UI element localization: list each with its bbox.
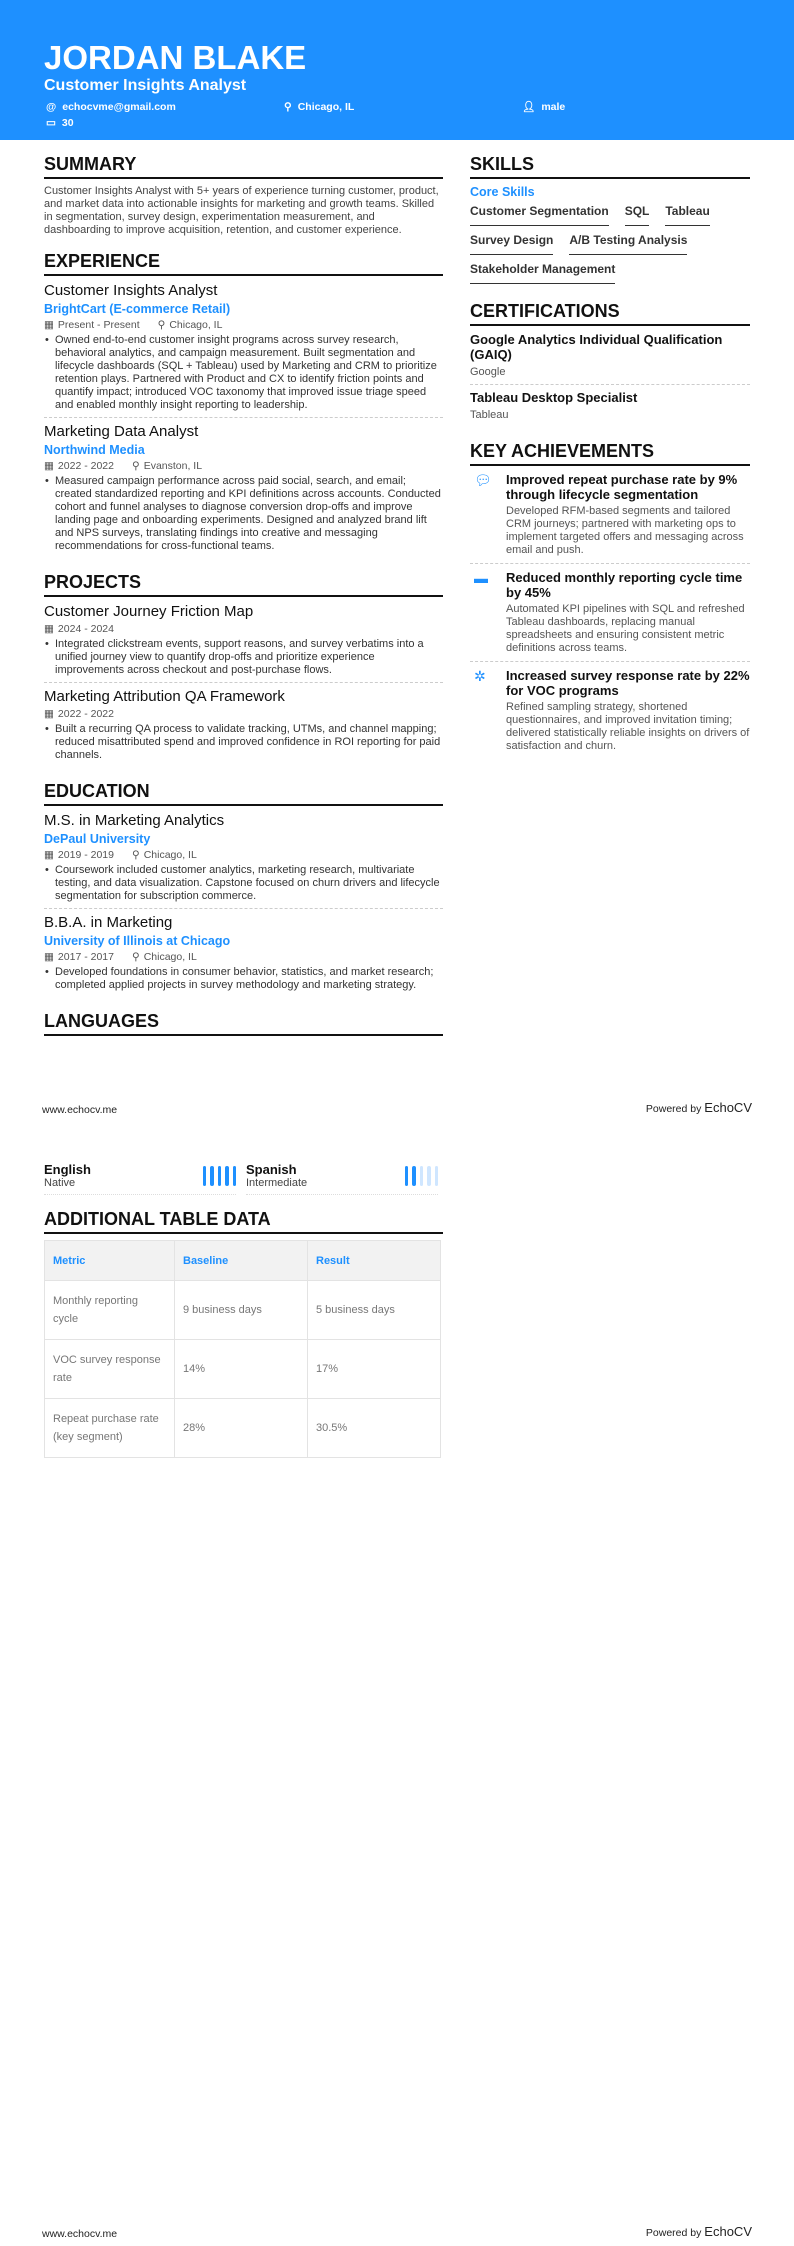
achievement-title: Improved repeat purchase rate by 9% through lifecycle segmentation	[506, 472, 738, 502]
footer-site[interactable]: www.echocv.me	[42, 1104, 118, 1116]
table-row	[45, 1340, 441, 1399]
entry-title: M.S. in Marketing Analytics	[44, 812, 225, 829]
table-row	[45, 1399, 441, 1458]
contact-location: ⚲ Chicago, IL	[284, 101, 355, 113]
calendar-icon: ▦	[44, 460, 54, 472]
education-entry	[44, 914, 443, 997]
projects-entry	[44, 603, 443, 683]
table-row	[45, 1281, 441, 1340]
entry-title: Customer Journey Friction Map	[44, 603, 254, 620]
achievement-desc: Refined sampling strategy, shortened questionnaires, and improved invitation timing; delivered statistically reliable insights on drivers of satisfaction and churn.	[506, 701, 750, 752]
language-level: Intermediate	[246, 1177, 308, 1189]
calendar-icon: ▦	[44, 319, 54, 331]
rating-bar	[210, 1166, 214, 1186]
languages-heading: LANGUAGES	[44, 1011, 443, 1036]
brand-logo: EchoCV	[704, 2224, 752, 2239]
location-text: Evanston, IL	[143, 460, 203, 472]
location-pin-icon: ⚲	[131, 460, 140, 472]
table-cell: 5 business days	[308, 1281, 441, 1340]
sparkle-icon: ✲	[474, 668, 486, 684]
item-meta	[44, 460, 443, 473]
table-cell: 30.5%	[308, 1399, 441, 1458]
language-rating	[203, 1166, 237, 1186]
rating-bar	[435, 1166, 439, 1186]
page-two	[44, 1162, 443, 1458]
rating-bar	[412, 1166, 416, 1186]
location-pin-icon: ⚲	[157, 319, 166, 331]
skill-tag: Tableau	[665, 204, 709, 226]
entry-title: Marketing Attribution QA Framework	[44, 688, 285, 705]
item-meta	[44, 951, 443, 964]
table-cell: 14%	[175, 1340, 308, 1399]
date-range	[44, 623, 114, 636]
language-entry	[246, 1162, 438, 1195]
skills-group-label: Core Skills	[470, 185, 535, 199]
achievement-entry	[470, 668, 750, 759]
achievement-desc: Automated KPI pipelines with SQL and refreshed Tableau dashboards, replacing manual spreadsheets and ensuring consistent metric definitions across teams.	[506, 603, 745, 654]
date-range	[44, 319, 140, 332]
footer-powered-2: Powered by EchoCV	[645, 2224, 752, 2239]
date-text: 2017 - 2017	[57, 951, 114, 963]
footer-powered: Powered by EchoCV	[645, 1100, 752, 1115]
experience-heading: EXPERIENCE	[44, 251, 443, 276]
cert-title: Tableau Desktop Specialist	[470, 390, 638, 405]
location-pin-icon: ⚲	[131, 849, 140, 861]
rating-bar	[233, 1166, 237, 1186]
date-text: 2019 - 2019	[57, 849, 114, 861]
certification-entry	[470, 332, 750, 385]
item-location	[158, 319, 223, 332]
achievements-heading: KEY ACHIEVEMENTS	[470, 441, 750, 466]
entry-title: Marketing Data Analyst	[44, 423, 199, 440]
calendar-icon: ▦	[44, 951, 54, 963]
summary-text: Customer Insights Analyst with 5+ years of experience turning customer, product, and market data into actionable insights for marketing and growth teams. Skilled in segmentation, survey design, experimentation measurement, and dashboarding to improve acquisition, retention, and customer experience.	[44, 185, 439, 236]
cert-issuer: Tableau	[470, 409, 509, 421]
language-name: English	[44, 1162, 91, 1177]
right-column	[470, 154, 750, 765]
at-icon: @	[46, 101, 57, 113]
calendar-icon: ▦	[44, 623, 54, 635]
certifications-heading: CERTIFICATIONS	[470, 301, 750, 326]
candidate-role: Customer Insights Analyst	[44, 77, 247, 94]
entry-title: B.B.A. in Marketing	[44, 914, 173, 931]
date-text: 2022 - 2022	[57, 460, 114, 472]
cert-title: Google Analytics Individual Qualification (GAIQ)	[470, 332, 723, 362]
entry-bullet: • Built a recurring QA process to validate tracking, UTMs, and channel mapping; reduced misattributed spend and improved confidence in ROI reporting for paid channels.	[44, 723, 443, 762]
skill-tag: Survey Design	[470, 233, 553, 255]
table-header-cell: Baseline	[175, 1241, 308, 1281]
rating-bar	[420, 1166, 424, 1186]
person-icon: 👤︎	[522, 101, 536, 113]
entry-title: Customer Insights Analyst	[44, 282, 218, 299]
table-cell: 9 business days	[175, 1281, 308, 1340]
entry-organization[interactable]: DePaul University	[44, 832, 151, 846]
calendar-icon: ▭	[46, 117, 56, 129]
rating-bar	[203, 1166, 207, 1186]
rating-bar	[427, 1166, 431, 1186]
candidate-name: JORDAN BLAKE	[44, 39, 307, 76]
item-meta	[44, 708, 443, 721]
table-cell: 17%	[308, 1340, 441, 1399]
entry-organization[interactable]: Northwind Media	[44, 443, 145, 457]
date-text: Present - Present	[57, 319, 140, 331]
experience-entry	[44, 282, 443, 418]
achievement-desc: Developed RFM-based segments and tailored CRM journeys; partnered with marketing ops to implement targeted offers and messaging across email and push.	[506, 505, 744, 556]
location-pin-icon: ⚲	[131, 951, 140, 963]
item-location	[132, 460, 202, 473]
table-heading: ADDITIONAL TABLE DATA	[44, 1209, 443, 1234]
skill-tag: SQL	[625, 204, 650, 226]
location-text: Chicago, IL	[143, 951, 197, 963]
calendar-icon: ▦	[44, 849, 54, 861]
contact-email[interactable]: @ echocvme@gmail.com	[46, 101, 176, 113]
achievement-entry	[470, 570, 750, 662]
language-text	[44, 1162, 91, 1190]
entry-bullet: • Measured campaign performance across paid social, search, and email; created standardized reporting and KPI definitions across accounts. Conducted cohort and funnel analyses to diagnose conversion drop-offs and improve landing page and onboarding experiments. Designed and analyzed brand lift and NPS surveys, translating findings into creative and messaging recommendations for cross-functional teams.	[44, 475, 443, 553]
date-range	[44, 460, 114, 473]
rating-bar	[405, 1166, 409, 1186]
entry-bullet: • Coursework included customer analytics, marketing research, multivariate testing, and data visualization. Capstone focused on churn drivers and lifecycle segmentation for subscription commerce.	[44, 864, 443, 903]
credit-card-icon: ▬	[474, 570, 488, 586]
achievement-body	[506, 570, 750, 655]
education-heading: EDUCATION	[44, 781, 443, 806]
table-cell: VOC survey response rate	[45, 1340, 175, 1399]
skills-list	[470, 204, 750, 287]
achievement-title: Increased survey response rate by 22% for VOC programs	[506, 668, 750, 698]
certification-entry	[470, 390, 750, 427]
date-range	[44, 708, 114, 721]
table-header-cell: Result	[308, 1241, 441, 1281]
left-column	[44, 154, 443, 1042]
table-cell: Monthly reporting cycle	[45, 1281, 175, 1340]
calendar-icon: ▦	[44, 708, 54, 720]
item-location	[132, 951, 197, 964]
skill-tag: Customer Segmentation	[470, 204, 609, 226]
brand-logo: EchoCV	[704, 1100, 752, 1115]
item-meta	[44, 849, 443, 862]
achievement-title: Reduced monthly reporting cycle time by 45%	[506, 570, 743, 600]
summary-heading: SUMMARY	[44, 154, 443, 179]
entry-organization[interactable]: BrightCart (E-commerce Retail)	[44, 302, 231, 316]
entry-bullet: • Integrated clickstream events, support reasons, and survey verbatims into a unified journey view to quantify drop-offs and prioritize experience improvements across checkout and post-purchase flows.	[44, 638, 443, 677]
item-location	[132, 849, 197, 862]
language-text	[246, 1162, 307, 1190]
rating-bar	[225, 1166, 229, 1186]
table-cell: Repeat purchase rate (key segment)	[45, 1399, 175, 1458]
date-range	[44, 849, 114, 862]
chat-bubbles-icon: 💬︎	[474, 472, 492, 488]
date-text: 2024 - 2024	[57, 623, 114, 635]
rating-bar	[218, 1166, 222, 1186]
table-header-cell: Metric	[45, 1241, 175, 1281]
entry-organization[interactable]: University of Illinois at Chicago	[44, 934, 231, 948]
language-rating	[405, 1166, 439, 1186]
contact-gender: 👤︎ male	[522, 101, 566, 113]
experience-entry	[44, 423, 443, 558]
achievement-body	[506, 668, 750, 753]
item-meta	[44, 319, 443, 332]
achievement-entry	[470, 472, 750, 564]
skill-tag: A/B Testing Analysis	[569, 233, 687, 255]
entry-bullet: • Developed foundations in consumer behavior, statistics, and market research; completed applied projects in survey methodology and marketing strategy.	[44, 966, 443, 992]
skill-tag: Stakeholder Management	[470, 262, 615, 284]
achievement-body	[506, 472, 750, 557]
footer-site-2[interactable]: www.echocv.me	[42, 2228, 118, 2240]
additional-data-table	[44, 1240, 441, 1458]
entry-bullet: • Owned end-to-end customer insight programs across survey research, behavioral analytics, and campaign measurement. Built segmentation and lifecycle dashboards (SQL + Tableau) used by Marketing and CRM to prioritize retention plays. Partnered with Product and CX to identify friction points and quantify impact; introduced VOC taxonomy that improved issue triage speed and enabled monthly insight reporting to leadership.	[44, 334, 443, 412]
date-range	[44, 951, 114, 964]
table-cell: 28%	[175, 1399, 308, 1458]
projects-heading: PROJECTS	[44, 572, 443, 597]
skills-heading: SKILLS	[470, 154, 750, 179]
item-meta	[44, 623, 443, 636]
language-name: Spanish	[246, 1162, 297, 1177]
cert-issuer: Google	[470, 366, 506, 378]
date-text: 2022 - 2022	[57, 708, 114, 720]
location-text: Chicago, IL	[143, 849, 197, 861]
location-pin-icon: ⚲	[284, 101, 292, 113]
resume-header	[0, 0, 794, 140]
projects-entry	[44, 688, 443, 767]
education-entry	[44, 812, 443, 909]
language-level: Native	[44, 1177, 76, 1189]
language-entry	[44, 1162, 236, 1195]
contact-age: ▭ 30	[46, 117, 74, 129]
location-text: Chicago, IL	[169, 319, 223, 331]
